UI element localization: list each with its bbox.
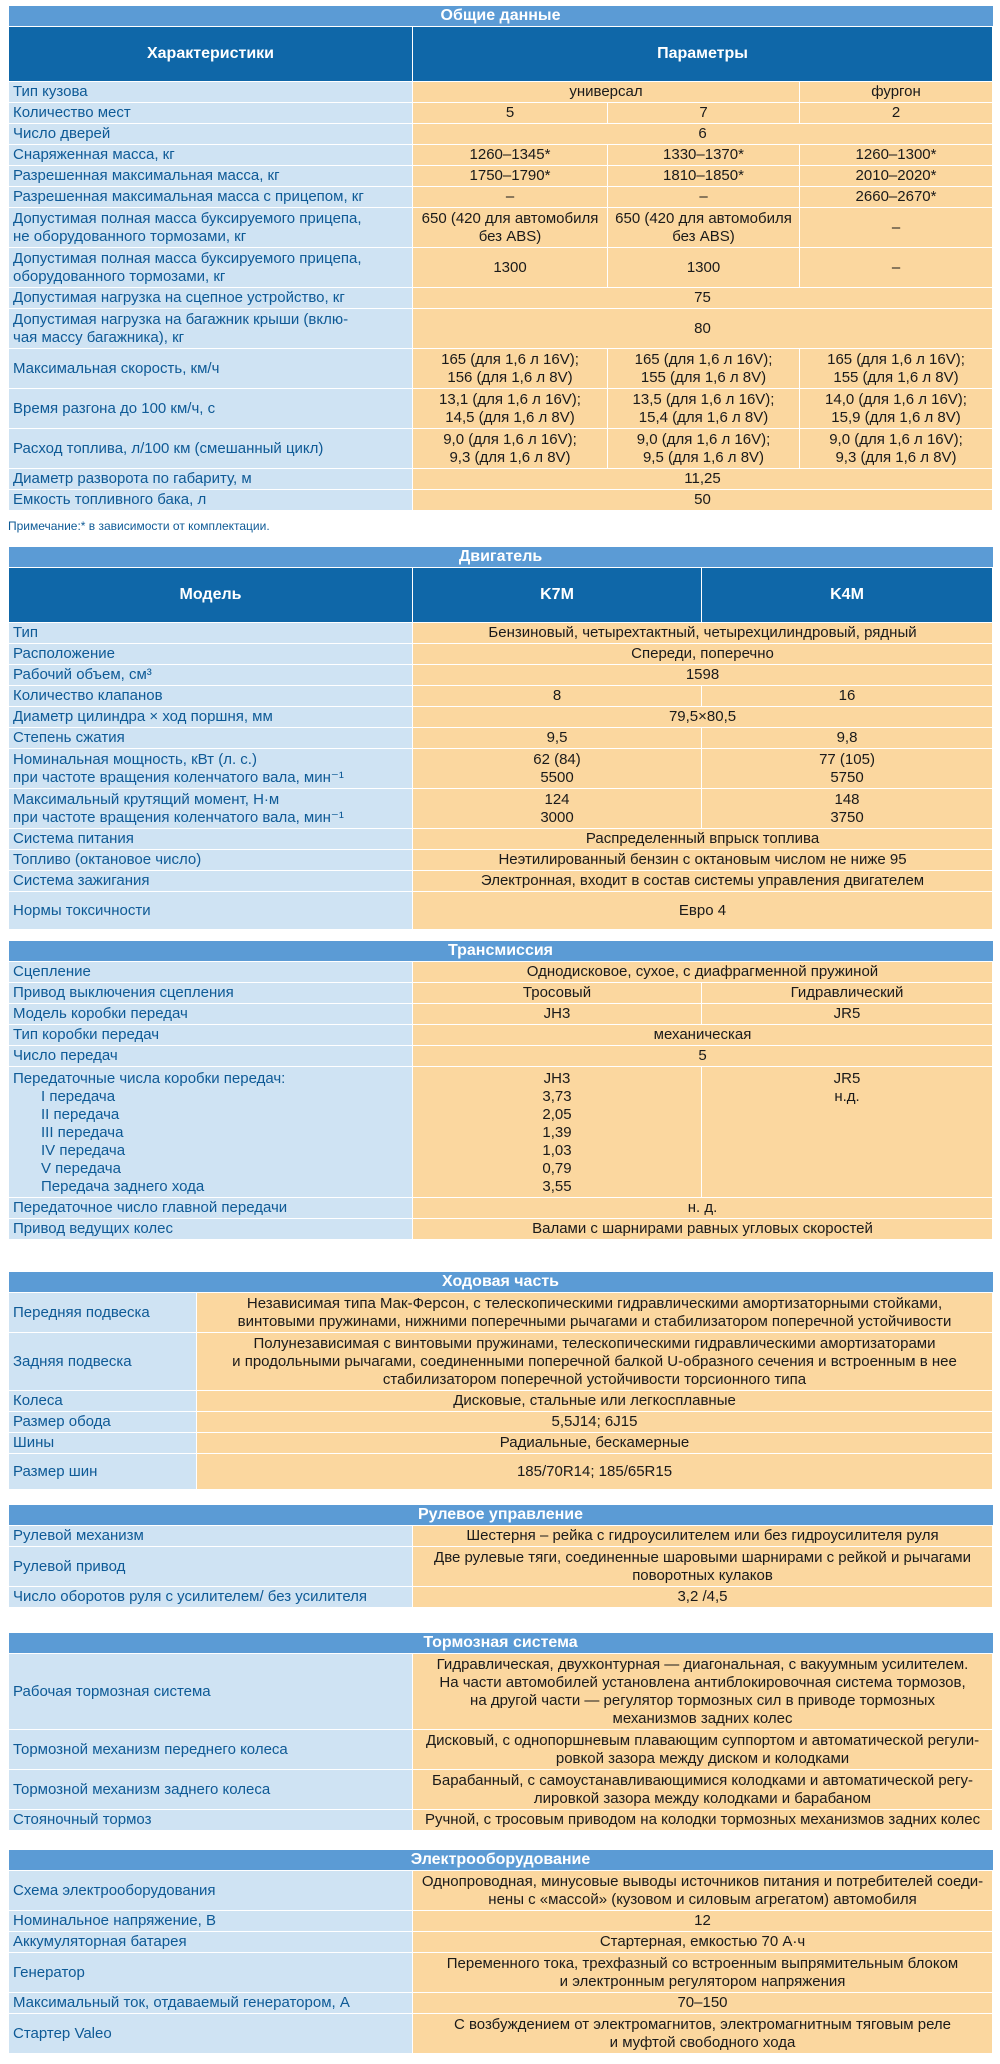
gear-ratio: 1,39 xyxy=(542,1124,572,1141)
row-value: Стартерная, емкостью 70 А·ч xyxy=(413,1932,993,1953)
row-label: Число передач xyxy=(9,1046,413,1067)
row-value: 70–150 xyxy=(413,1993,993,2014)
row-label: Допустимая полная масса буксируемого прицепа, не оборудованного тормозами, кг xyxy=(9,208,413,248)
row-value: Полунезависимая с винтовыми пружинами, телескопическими гидравлическими амортизаторами и продольными рычагами, соединенными поперечной балкой U-образного сечения и встроенным в нее стабилизатором поперечной устойчивости торсионного типа xyxy=(197,1333,993,1391)
row-label: Тормозной механизм заднего колеса xyxy=(9,1770,413,1810)
row-value: Ручной, с тросовым приводом на колодки тормозных механизмов задних колес xyxy=(413,1810,993,1831)
row-value: Дисковый, с однопоршневым плавающим суппортом и автоматической регули- ровкой зазора между диском и колодками xyxy=(413,1730,993,1770)
row-value: 9,5 xyxy=(413,728,702,749)
section-title: Трансмиссия xyxy=(9,941,993,962)
row-value: 5 xyxy=(413,1046,993,1067)
column-header: Модель xyxy=(9,568,413,623)
row-label: Передаточные числа коробки передач: xyxy=(13,1070,286,1087)
row-label: Система зажигания xyxy=(9,871,413,892)
engine-section xyxy=(8,547,992,930)
row-label: Номинальная мощность, кВт (л. с.) при частоте вращения коленчатого вала, мин⁻¹ xyxy=(9,749,413,789)
row-value: Однопроводная, минусовые выводы источников питания и потребителей соеди- нены с «массой» (кузовом и силовым агрегатом) автомобиля xyxy=(413,1871,993,1911)
row-value: 9,0 (для 1,6 л 16V); 9,5 (для 1,6 л 8V) xyxy=(608,429,800,469)
row-label: Передняя подвеска xyxy=(9,1293,197,1333)
row-value: Однодисковое, сухое, с диафрагменной пружиной xyxy=(413,962,993,983)
row-value: 1598 xyxy=(413,665,993,686)
row-label: Генератор xyxy=(9,1953,413,1993)
row-value: 1300 xyxy=(413,248,608,288)
row-value: 11,25 xyxy=(413,469,993,490)
row-value: универсал xyxy=(413,82,800,103)
row-value: 2660–2670* xyxy=(800,187,993,208)
row-label: Рабочая тормозная система xyxy=(9,1654,413,1730)
row-value: Распределенный впрыск топлива xyxy=(413,829,993,850)
steering-section xyxy=(8,1505,992,1608)
row-label: Привод ведущих колес xyxy=(9,1219,413,1240)
row-label: Топливо (октановое число) xyxy=(9,850,413,871)
row-label: Размер обода xyxy=(9,1412,197,1433)
row-value: Радиальные, бескамерные xyxy=(197,1433,993,1454)
row-value: 16 xyxy=(702,686,993,707)
row-label: Колеса xyxy=(9,1391,197,1412)
row-label: Снаряженная масса, кг xyxy=(9,145,413,166)
row-label: Система питания xyxy=(9,829,413,850)
row-label: Количество мест xyxy=(9,103,413,124)
row-value: 185/70R14; 185/65R15 xyxy=(197,1454,993,1490)
row-label: Емкость топливного бака, л xyxy=(9,490,413,511)
section-title: Тормозная система xyxy=(9,1633,993,1654)
section-title: Ходовая часть xyxy=(9,1272,993,1293)
row-value: 1330–1370* xyxy=(608,145,800,166)
row-label: Допустимая нагрузка на сцепное устройство, кг xyxy=(9,288,413,309)
row-value: 165 (для 1,6 л 16V); 155 (для 1,6 л 8V) xyxy=(608,349,800,389)
row-label: Шины xyxy=(9,1433,197,1454)
row-label: Рабочий объем, см³ xyxy=(9,665,413,686)
row-value: 12 xyxy=(413,1911,993,1932)
row-value: – xyxy=(800,248,993,288)
row-value: 9,8 xyxy=(702,728,993,749)
row-value: 1750–1790* xyxy=(413,166,608,187)
row-value: 2010–2020* xyxy=(800,166,993,187)
row-value: Барабанный, с самоустанавливающимися колодками и автоматической регу- лировкой зазора между колодками и барабаном xyxy=(413,1770,993,1810)
gear-ratios-label-cell xyxy=(9,1067,413,1198)
electrical-section xyxy=(8,1850,992,2054)
row-value: – xyxy=(608,187,800,208)
row-value: 3,2 /4,5 xyxy=(413,1587,993,1608)
section-title: Двигатель xyxy=(9,547,993,568)
row-label: Тип коробки передач xyxy=(9,1025,413,1046)
row-value: 1300 xyxy=(608,248,800,288)
gear-ratio: н.д. xyxy=(834,1088,860,1105)
transmission-table xyxy=(8,941,993,1240)
row-label: Стояночный тормоз xyxy=(9,1810,413,1831)
row-value: 9,0 (для 1,6 л 16V); 9,3 (для 1,6 л 8V) xyxy=(800,429,993,469)
row-value: JH3 xyxy=(543,1070,571,1087)
row-value: 650 (420 для автомобиля без ABS) xyxy=(608,208,800,248)
row-label: Схема электрооборудования xyxy=(9,1871,413,1911)
row-value: С возбуждением от электромагнитов, электромагнитным тяговым реле и муфтой свободного хода xyxy=(413,2014,993,2054)
row-value: Переменного тока, трехфазный со встроенным выпрямительным блоком и электронным регулятором напряжения xyxy=(413,1953,993,1993)
row-label: Сцепление xyxy=(9,962,413,983)
row-label: Рулевой привод xyxy=(9,1547,413,1587)
row-value: 165 (для 1,6 л 16V); 156 (для 1,6 л 8V) xyxy=(413,349,608,389)
row-label: Разрешенная максимальная масса, кг xyxy=(9,166,413,187)
row-value: 50 xyxy=(413,490,993,511)
section-title: Рулевое управление xyxy=(9,1505,993,1526)
gear-ratio: 2,05 xyxy=(542,1106,572,1123)
row-label: Число оборотов руля с усилителем/ без усилителя xyxy=(9,1587,413,1608)
row-value: 80 xyxy=(413,309,993,349)
row-label: Количество клапанов xyxy=(9,686,413,707)
row-label: Время разгона до 100 км/ч, с xyxy=(9,389,413,429)
row-label: Максимальный крутящий момент, Н·м при частоте вращения коленчатого вала, мин⁻¹ xyxy=(9,789,413,829)
chassis-section xyxy=(8,1272,992,1490)
brakes-section xyxy=(8,1633,992,1831)
row-value: 124 3000 xyxy=(413,789,702,829)
row-value: 650 (420 для автомобиля без ABS) xyxy=(413,208,608,248)
gear-ratios-jh3-cell xyxy=(413,1067,702,1198)
row-label: Рулевой механизм xyxy=(9,1526,413,1547)
row-value: 7 xyxy=(608,103,800,124)
row-value: Гидравлический xyxy=(702,983,993,1004)
row-label: Тип кузова xyxy=(9,82,413,103)
row-value: механическая xyxy=(413,1025,993,1046)
gear-name: I передача xyxy=(41,1088,116,1105)
row-value: 5 xyxy=(413,103,608,124)
row-value: 75 xyxy=(413,288,993,309)
row-value: 1260–1345* xyxy=(413,145,608,166)
row-value: н. д. xyxy=(413,1198,993,1219)
section-title: Общие данные xyxy=(9,6,993,27)
row-label: Привод выключения сцепления xyxy=(9,983,413,1004)
row-value: 8 xyxy=(413,686,702,707)
gear-name: Передача заднего хода xyxy=(41,1178,205,1195)
row-value: 79,5×80,5 xyxy=(413,707,993,728)
gear-ratios-jr5-cell xyxy=(702,1067,993,1198)
row-label: Максимальный ток, отдаваемый генератором, А xyxy=(9,1993,413,2014)
row-label: Допустимая нагрузка на багажник крыши (вклю- чая массу багажника), кг xyxy=(9,309,413,349)
section-title: Электрооборудование xyxy=(9,1850,993,1871)
row-value: 13,1 (для 1,6 л 16V); 14,5 (для 1,6 л 8V) xyxy=(413,389,608,429)
row-value: Валами с шарнирами равных угловых скоростей xyxy=(413,1219,993,1240)
row-value: 13,5 (для 1,6 л 16V); 15,4 (для 1,6 л 8V) xyxy=(608,389,800,429)
column-header: Характеристики xyxy=(9,27,413,82)
row-value: Электронная, входит в состав системы управления двигателем xyxy=(413,871,993,892)
footnote: Примечание:* в зависимости от комплектации. xyxy=(8,519,270,533)
row-label: Расположение xyxy=(9,644,413,665)
general-section xyxy=(8,6,992,511)
steering-table xyxy=(8,1505,993,1608)
row-label: Размер шин xyxy=(9,1454,197,1490)
row-label: Разрешенная максимальная масса с прицепом, кг xyxy=(9,187,413,208)
row-value: 148 3750 xyxy=(702,789,993,829)
row-value: Независимая типа Мак-Ферсон, с телескопическими гидравлическими амортизаторными стойками, винтовыми пружинами, нижними поперечными рычагами и стабилизатором поперечной устойчивости xyxy=(197,1293,993,1333)
gear-ratio: 3,55 xyxy=(542,1178,572,1195)
row-value: Шестерня – рейка с гидроусилителем или без гидроусилителя руля xyxy=(413,1526,993,1547)
row-value: Тросовый xyxy=(413,983,702,1004)
row-value: JR5 xyxy=(833,1070,861,1087)
column-header: K7M xyxy=(413,568,702,623)
column-header: Параметры xyxy=(413,27,993,82)
row-label: Максимальная скорость, км/ч xyxy=(9,349,413,389)
row-value: фургон xyxy=(800,82,993,103)
row-value: 165 (для 1,6 л 16V); 155 (для 1,6 л 8V) xyxy=(800,349,993,389)
row-value: 14,0 (для 1,6 л 16V); 15,9 (для 1,6 л 8V) xyxy=(800,389,993,429)
row-label: Задняя подвеска xyxy=(9,1333,197,1391)
chassis-table xyxy=(8,1272,993,1490)
row-label: Степень сжатия xyxy=(9,728,413,749)
general-table xyxy=(8,6,993,511)
row-value: 6 xyxy=(413,124,993,145)
row-label: Допустимая полная масса буксируемого прицепа, оборудованного тормозами, кг xyxy=(9,248,413,288)
row-value: 77 (105) 5750 xyxy=(702,749,993,789)
row-value: 9,0 (для 1,6 л 16V); 9,3 (для 1,6 л 8V) xyxy=(413,429,608,469)
gear-ratio: 3,73 xyxy=(542,1088,572,1105)
row-value: Спереди, поперечно xyxy=(413,644,993,665)
brakes-table xyxy=(8,1633,993,1831)
row-label: Диаметр цилиндра × ход поршня, мм xyxy=(9,707,413,728)
transmission-section xyxy=(8,941,992,1240)
row-label: Передаточное число главной передачи xyxy=(9,1198,413,1219)
electrical-table xyxy=(8,1850,993,2054)
row-value: JR5 xyxy=(702,1004,993,1025)
row-label: Число дверей xyxy=(9,124,413,145)
row-label: Аккумуляторная батарея xyxy=(9,1932,413,1953)
gear-name: III передача xyxy=(41,1124,124,1141)
row-value: – xyxy=(413,187,608,208)
row-value: Неэтилированный бензин с октановым числом не ниже 95 xyxy=(413,850,993,871)
row-label: Стартер Valeo xyxy=(9,2014,413,2054)
row-value: JH3 xyxy=(413,1004,702,1025)
row-label: Диаметр разворота по габариту, м xyxy=(9,469,413,490)
row-value: – xyxy=(800,208,993,248)
row-value: 1260–1300* xyxy=(800,145,993,166)
row-label: Модель коробки передач xyxy=(9,1004,413,1025)
gear-ratio: 1,03 xyxy=(542,1142,572,1159)
row-value: 2 xyxy=(800,103,993,124)
gear-ratio: 0,79 xyxy=(542,1160,572,1177)
row-value: Бензиновый, четырехтактный, четырехцилиндровый, рядный xyxy=(413,623,993,644)
gear-name: IV передача xyxy=(41,1142,126,1159)
row-value: 62 (84) 5500 xyxy=(413,749,702,789)
row-value: 1810–1850* xyxy=(608,166,800,187)
row-value: Дисковые, стальные или легкосплавные xyxy=(197,1391,993,1412)
row-label: Нормы токсичности xyxy=(9,892,413,930)
row-value: Евро 4 xyxy=(413,892,993,930)
column-header: K4M xyxy=(702,568,993,623)
row-value: Две рулевые тяги, соединенные шаровыми шарнирами с рейкой и рычагами поворотных кулаков xyxy=(413,1547,993,1587)
gear-name: V передача xyxy=(41,1160,121,1177)
engine-table xyxy=(8,547,993,930)
gear-name: II передача xyxy=(41,1106,120,1123)
row-label: Расход топлива, л/100 км (смешанный цикл) xyxy=(9,429,413,469)
row-label: Тормозной механизм переднего колеса xyxy=(9,1730,413,1770)
row-label: Номинальное напряжение, В xyxy=(9,1911,413,1932)
row-value: 5,5J14; 6J15 xyxy=(197,1412,993,1433)
row-value: Гидравлическая, двухконтурная — диагональная, с вакуумным усилителем. На части автомобилей установлена антиблокировочная система тормозов, на другой части — регулятор тормозных сил в приводе тормозных механизмов задних колес xyxy=(413,1654,993,1730)
row-label: Тип xyxy=(9,623,413,644)
